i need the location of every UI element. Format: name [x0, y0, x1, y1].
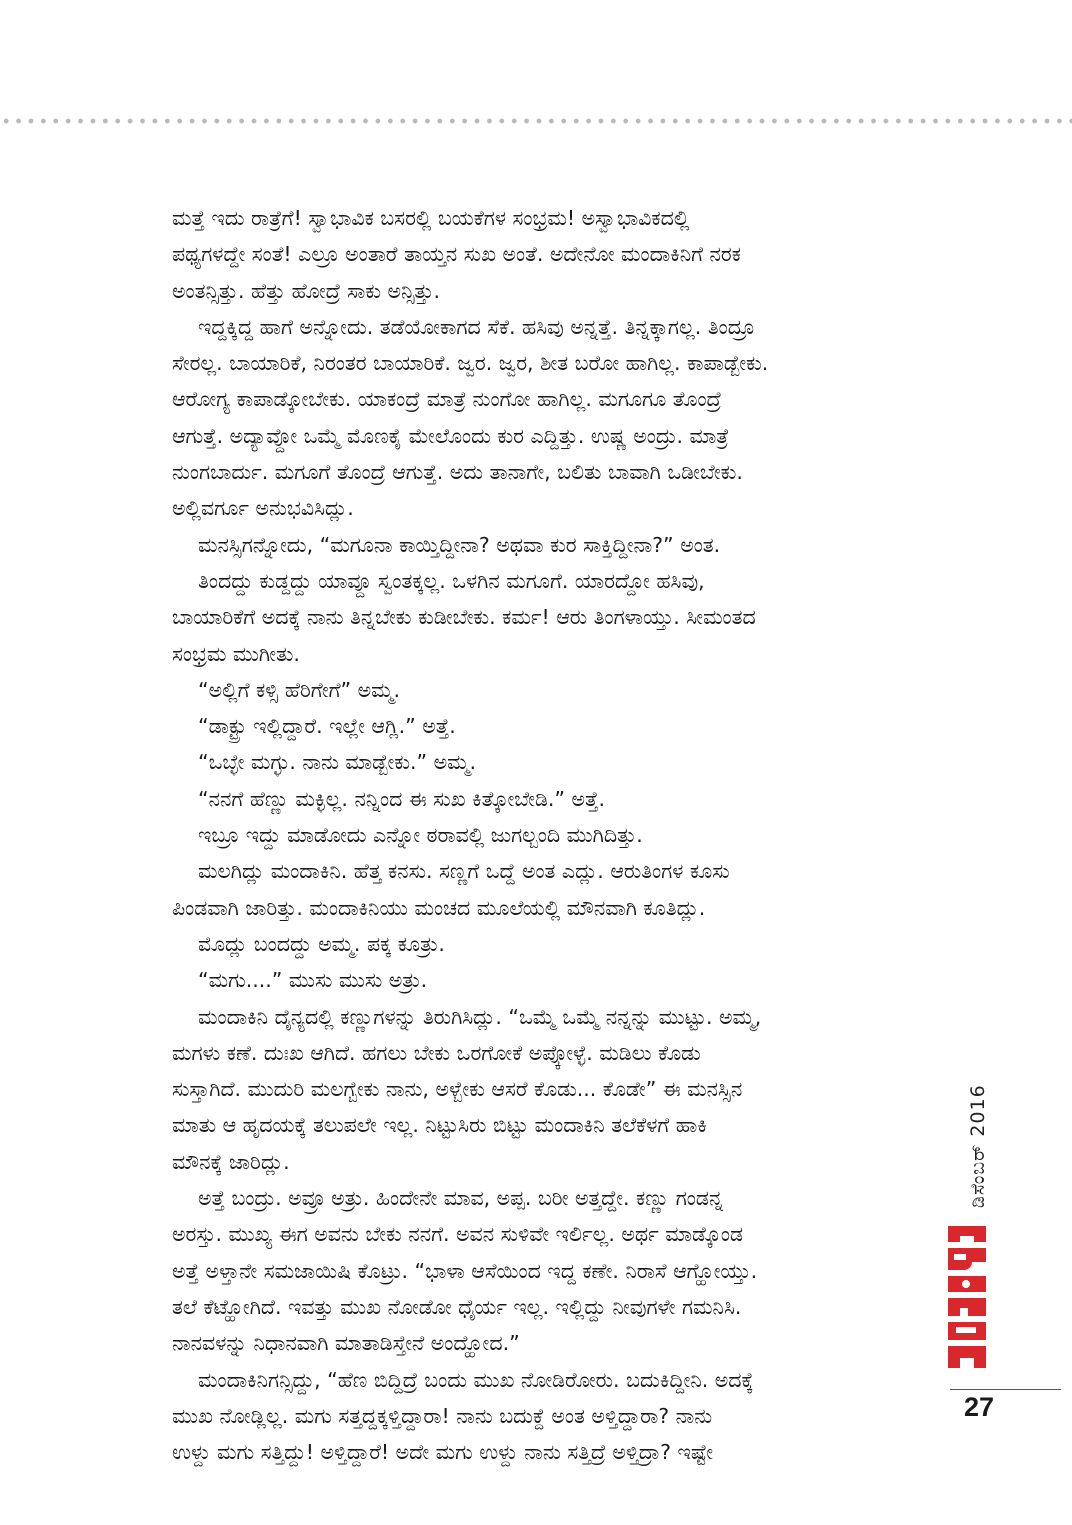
text-line: ಮಲಗಿದ್ಲು ಮಂದಾಕಿನಿ. ಹೆತ್ತ ಕನಸು. ಸಣ್ಣಗೆ ಒದ್ದೆ ಅಂತ ಎದ್ಲು. ಆರುತಿಂಗಳ ಕೂಸು: [198, 859, 730, 884]
page-number: 27: [964, 1392, 995, 1422]
text-line: “ಅಲ್ಲಿಗೆ ಕಳ್ಸಿ ಹೆರಿಗೇಗೆ” ಅಮ್ಮ.: [198, 677, 400, 702]
text-line: ಮಂದಾಕಿನಿ ದೈನ್ಯದಲ್ಲಿ ಕಣ್ಣುಗಳನ್ನು ತಿರುಗಿಸಿದ್ಲು. “ಒಮ್ಮೆ ಒಮ್ಮೆ ನನ್ನನ್ನು ಮುಟ್ಟು. ಅಮ್ಮ,: [198, 1004, 762, 1029]
text-line: ನಾನವಳನ್ನು ನಿಧಾನವಾಗಿ ಮಾತಾಡಿಸ್ತೇನೆ ಅಂದ್ಹೋದ.”: [172, 1331, 520, 1356]
text-line: ಅತ್ತೆ ಅಳ್ತಾನೇ ಸಮಜಾಯಿಷಿ ಕೊಟ್ರು. “ಭಾಳಾ ಆಸೆಯಿಂದ ಇದ್ದ ಕಣೇ. ನಿರಾಸೆ ಆಗ್ಹೋಯ್ತು.: [172, 1258, 758, 1283]
text-line: ಪಥ್ಯಗಳದ್ದೇ ಸಂತೆ! ಎಲ್ರೂ ಅಂತಾರೆ ತಾಯ್ತನ ಸುಖ ಅಂತೆ. ಅದೇನೋ ಮಂದಾಕಿನಿಗೆ ನರಕ: [172, 242, 741, 267]
story-text: [172, 200, 920, 1470]
text-line: ಅರಸ್ತು. ಮುಖ್ಯ ಈಗ ಅವನು ಬೇಕು ನನಗೆ. ಅವನ ಸುಳಿವೇ ಇರ್ಲಿಲ್ಲ. ಅರ್ಥ ಮಾಡ್ಕೊಂಡ: [172, 1222, 744, 1247]
text-line: ಉಳ್ದು ಮಗು ಸತ್ತಿದ್ದು! ಅಳ್ತಿದ್ದಾರೆ! ಅದೇ ಮಗು ಉಳ್ದು ನಾನು ಸತ್ತಿದ್ರೆ ಅಳ್ತಿದ್ರಾ? ಇಷ್ಟೇ: [172, 1440, 713, 1465]
magazine-logo: [944, 1222, 990, 1372]
text-line: ಇದ್ದಕ್ಕಿದ್ದ ಹಾಗೆ ಅನ್ನೋದು. ತಡೆಯೋಕಾಗದ ಸೆಕೆ. ಹಸಿವು ಅನ್ನತ್ತೆ. ತಿನ್ನಕ್ಕಾಗಲ್ಲ. ತಿಂದ್ರೂ: [198, 314, 755, 339]
text-line: ಅಂತನ್ಸಿತ್ತು. ಹೆತ್ತು ಹೋದ್ರೆ ಸಾಕು ಅನ್ಸಿತ್ತು.: [172, 278, 441, 303]
text-line: ಬಾಯಾರಿಕೆಗೆ ಅದಕ್ಕೆ ನಾನು ತಿನ್ನಬೇಕು ಕುಡೀಬೇಕು. ಕರ್ಮ! ಆರು ತಿಂಗಳಾಯ್ತು. ಸೀಮಂತದ: [172, 605, 756, 630]
text-line: ಮುಖ ನೋಡ್ಲಿಲ್ಲ. ಮಗು ಸತ್ತದ್ದಕ್ಕಳ್ತಿದ್ದಾರಾ! ನಾನು ಬದುಕ್ದೆ ಅಂತ ಅಳ್ತಿದ್ದಾರಾ? ನಾನು: [172, 1403, 713, 1428]
text-line: ಸಂಭ್ರಮ ಮುಗೀತು.: [172, 641, 300, 666]
text-line: ಮಗಳು ಕಣೆ. ದುಃಖ ಆಗಿದೆ. ಹಗಲು ಬೇಕು ಒರಗೋಕೆ ಅಪ್ಕೋಳ್ಳೆ. ಮಡಿಲು ಕೊಡು: [172, 1040, 701, 1065]
text-line: ಮಾತು ಆ ಹೃದಯಕ್ಕೆ ತಲುಪಲೇ ಇಲ್ಲ. ನಿಟ್ಟುಸಿರು ಬಿಟ್ಟು ಮಂದಾಕಿನಿ ತಲೆಕೆಳಗೆ ಹಾಕಿ: [172, 1113, 707, 1138]
dotted-header-rule: [0, 118, 1072, 124]
text-line: “ಡಾಕ್ಟ್ರು ಇಲ್ಲಿದ್ದಾರೆ. ಇಲ್ಲೇ ಆಗ್ಲಿ.” ಅತ್ತೆ.: [198, 714, 456, 739]
text-line: ಮತ್ತೆ ಇದು ರಾತ್ರೆಗೆ! ಸ್ವಾಭಾವಿಕ ಬಸರಲ್ಲಿ ಬಯಕೆಗಳ ಸಂಭ್ರಮ! ಅಸ್ವಾಭಾವಿಕದಲ್ಲಿ: [172, 206, 690, 230]
text-line: ಅತ್ತೆ ಬಂದ್ರು. ಅವ್ರೂ ಅತ್ರು. ಹಿಂದೇನೇ ಮಾವ, ಅಪ್ಪ. ಬರೀ ಅತ್ತದ್ದೇ. ಕಣ್ಣು ಗಂಡನ್ನ: [198, 1186, 724, 1211]
text-line: ಮನಸ್ಸಿಗನ್ನೋದು, “ಮಗೂನಾ ಕಾಯ್ತಿದ್ದೀನಾ? ಅಥವಾ ಕುರ ಸಾಕ್ತಿದ್ದೀನಾ?” ಅಂತ.: [198, 532, 721, 557]
text-line: ತಲೆ ಕೆಟ್ಹೋಗಿದೆ. ಇವತ್ತು ಮುಖ ನೋಡೋ ಧೈರ್ಯ ಇಲ್ಲ. ಇಲ್ಲಿದ್ದು ನೀವುಗಳೇ ಗಮನಿಸಿ.: [172, 1294, 742, 1319]
text-line: ಇಬ್ರೂ ಇದ್ದು ಮಾಡೋದು ಎನ್ನೋ ಠರಾವಲ್ಲಿ ಜುಗಲ್ಬಂದಿ ಮುಗಿದಿತ್ತು.: [198, 823, 643, 848]
text-line: “ಮಗು....” ಮುಸು ಮುಸು ಅತ್ರು.: [198, 968, 428, 993]
folio-rule: [950, 1389, 1061, 1390]
text-line: ಆರೋಗ್ಯ ಕಾಪಾಡ್ಕೋಬೇಕು. ಯಾಕಂದ್ರೆ ಮಾತ್ರೆ ನುಂಗೋ ಹಾಗಿಲ್ಲ. ಮಗೂಗೂ ತೊಂದ್ರೆ: [172, 387, 722, 412]
text-line: ಅಲ್ಲಿವರ್ಗೂ ಅನುಭವಿಸಿದ್ಲು.: [172, 496, 354, 521]
text-line: ಮೊದ್ಲು ಬಂದದ್ದು ಅಮ್ಮ. ಪಕ್ಕ ಕೂತ್ರು.: [198, 931, 445, 956]
text-line: ಆಗುತ್ತೆ. ಅದ್ಯಾವ್ದೋ ಒಮ್ಮೆ ಮೊಣಕೈ ಮೇಲೊಂದು ಕುರ ಎದ್ದಿತ್ತು. ಉಷ್ಣ ಅಂದ್ರು. ಮಾತ್ರೆ: [172, 423, 729, 448]
text-line: ನುಂಗಬಾರ್ದು. ಮಗೂಗೆ ತೊಂದ್ರೆ ಆಗುತ್ತೆ. ಅದು ತಾನಾಗೇ, ಬಲಿತು ಬಾವಾಗಿ ಒಡೀಬೇಕು.: [172, 460, 743, 485]
text-line: ಮಂದಾಕಿನಿಗನ್ಸಿದ್ದು, “ಹೆಣ ಬಿದ್ದಿದ್ರೆ ಬಂದು ಮುಖ ನೋಡಿರೋರು. ಬದುಕಿದ್ದೀನಿ. ಅದಕ್ಕೆ: [198, 1367, 754, 1392]
text-line: ಪಿಂಡವಾಗಿ ಜಾರಿತ್ತು. ಮಂದಾಕಿನಿಯು ಮಂಚದ ಮೂಲೆಯಲ್ಲಿ ಮೌನವಾಗಿ ಕೂತಿದ್ಲು.: [172, 895, 706, 920]
issue-date-label: ಡಿಸೆಂಬರ್ 2016: [967, 1084, 989, 1208]
text-line: “ಒಬ್ಳೇ ಮಗ್ಳು. ನಾನು ಮಾಡ್ಬೇಕು.” ಅಮ್ಮ.: [198, 750, 476, 775]
text-line: ತಿಂದದ್ದು ಕುಡ್ದದ್ದು ಯಾವ್ದೂ ಸ್ವಂತಕ್ಕಲ್ಲ. ಒಳಗಿನ ಮಗೂಗೆ. ಯಾರದ್ದೋ ಹಸಿವು,: [198, 568, 705, 593]
text-line: ಸುಸ್ತಾಗಿದೆ. ಮುದುರಿ ಮಲಗ್ಬೇಕು ನಾನು, ಅಳ್ಬೇಕು ಆಸರೆ ಕೊಡು... ಕೊಡೇ” ಈ ಮನಸ್ಸಿನ: [172, 1077, 743, 1102]
text-line: ಸೇರಲ್ಲ. ಬಾಯಾರಿಕೆ, ನಿರಂತರ ಬಾಯಾರಿಕೆ. ಜ್ವರ. ಜ್ವರ, ಶೀತ ಬರೋ ಹಾಗಿಲ್ಲ. ಕಾಪಾಡ್ಬೇಕು.: [172, 351, 769, 376]
text-line: ಮೌನಕ್ಕೆ ಜಾರಿದ್ಲು.: [172, 1149, 290, 1174]
text-line: “ನನಗೆ ಹೆಣ್ಣು ಮಕ್ಳಿಲ್ಲ. ನನ್ನಿಂದ ಈ ಸುಖ ಕಿತ್ಕೋಬೇಡಿ.” ಅತ್ತೆ.: [198, 786, 605, 811]
